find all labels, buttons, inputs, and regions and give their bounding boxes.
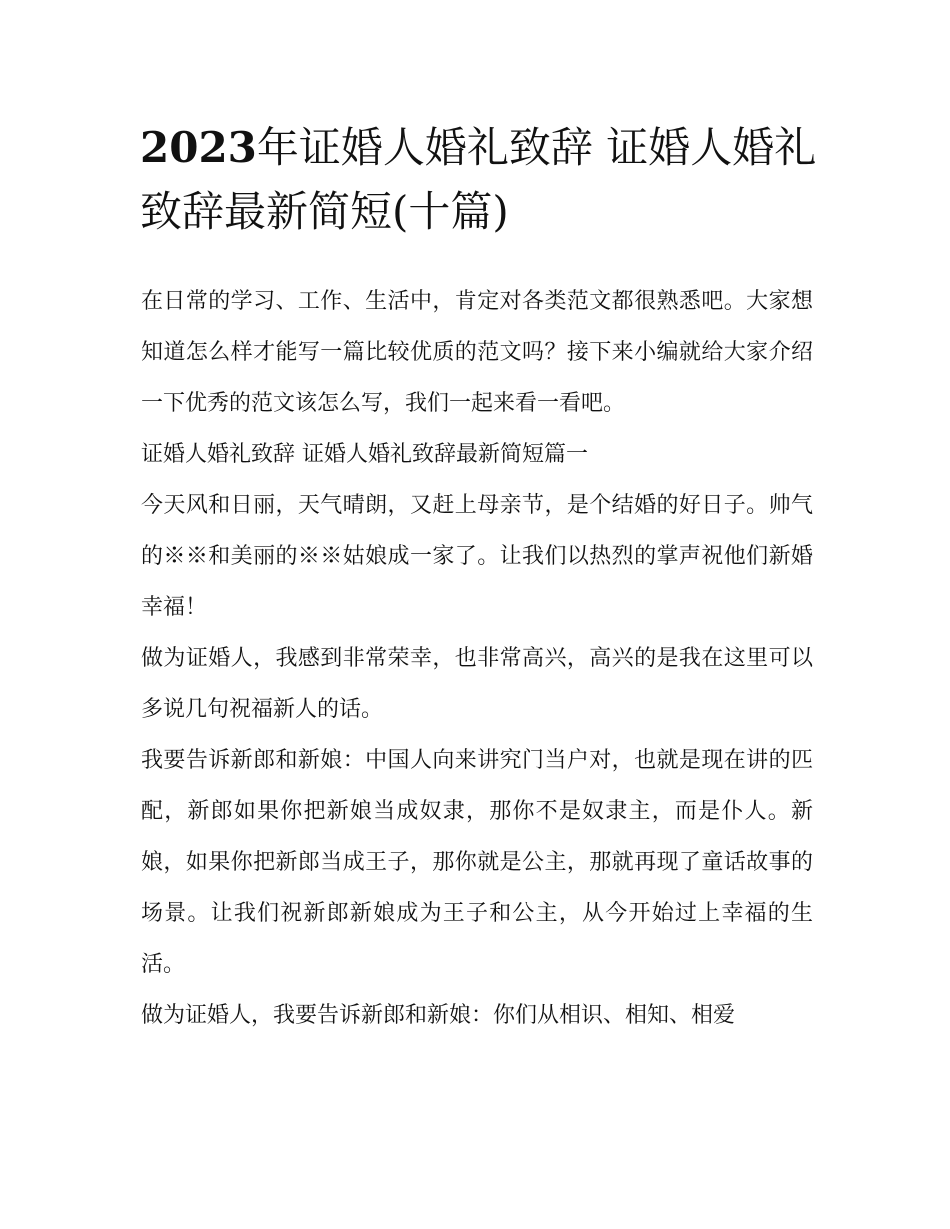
paragraph-greeting: 今天风和日丽，天气晴朗，又赶上母亲节，是个结婚的好日子。帅气的※※和美丽的※※姑娘成一家了。让我们以热烈的掌声祝他们新婚幸福！ [141,493,813,620]
paragraph-intro: 在日常的学习、工作、生活中，肯定对各类范文都很熟悉吧。大家想知道怎么样才能写一篇比较优质的范文吗？接下来小编就给大家介绍一下优秀的范文该怎么写，我们一起来看一看吧。 [141,289,813,416]
paragraph-advice: 我要告诉新郎和新娘：中国人向来讲究门当户对，也就是现在讲的匹配，新郎如果你把新娘当成奴隶，那你不是奴隶主，而是仆人。新娘，如果你把新郎当成王子，那你就是公主，那就再现了童话故事的场景。让我们祝新郎新娘成为王子和公主，从今开始过上幸福的生活。 [141,748,813,977]
document-body [141,276,813,1041]
paragraph-continued: 做为证婚人，我要告诉新郎和新娘：你们从相识、相知、相爱 [141,1003,736,1028]
title-year: 2023 [140,123,257,172]
title-text: 年证婚人婚礼致辞 证婚人婚礼致辞最新简短(十篇) [140,123,817,236]
section-heading: 证婚人婚礼致辞 证婚人婚礼致辞最新简短篇一 [141,442,588,467]
paragraph-honored: 做为证婚人，我感到非常荣幸，也非常高兴，高兴的是我在这里可以多说几句祝福新人的话。 [141,646,813,722]
document-title [140,116,820,244]
